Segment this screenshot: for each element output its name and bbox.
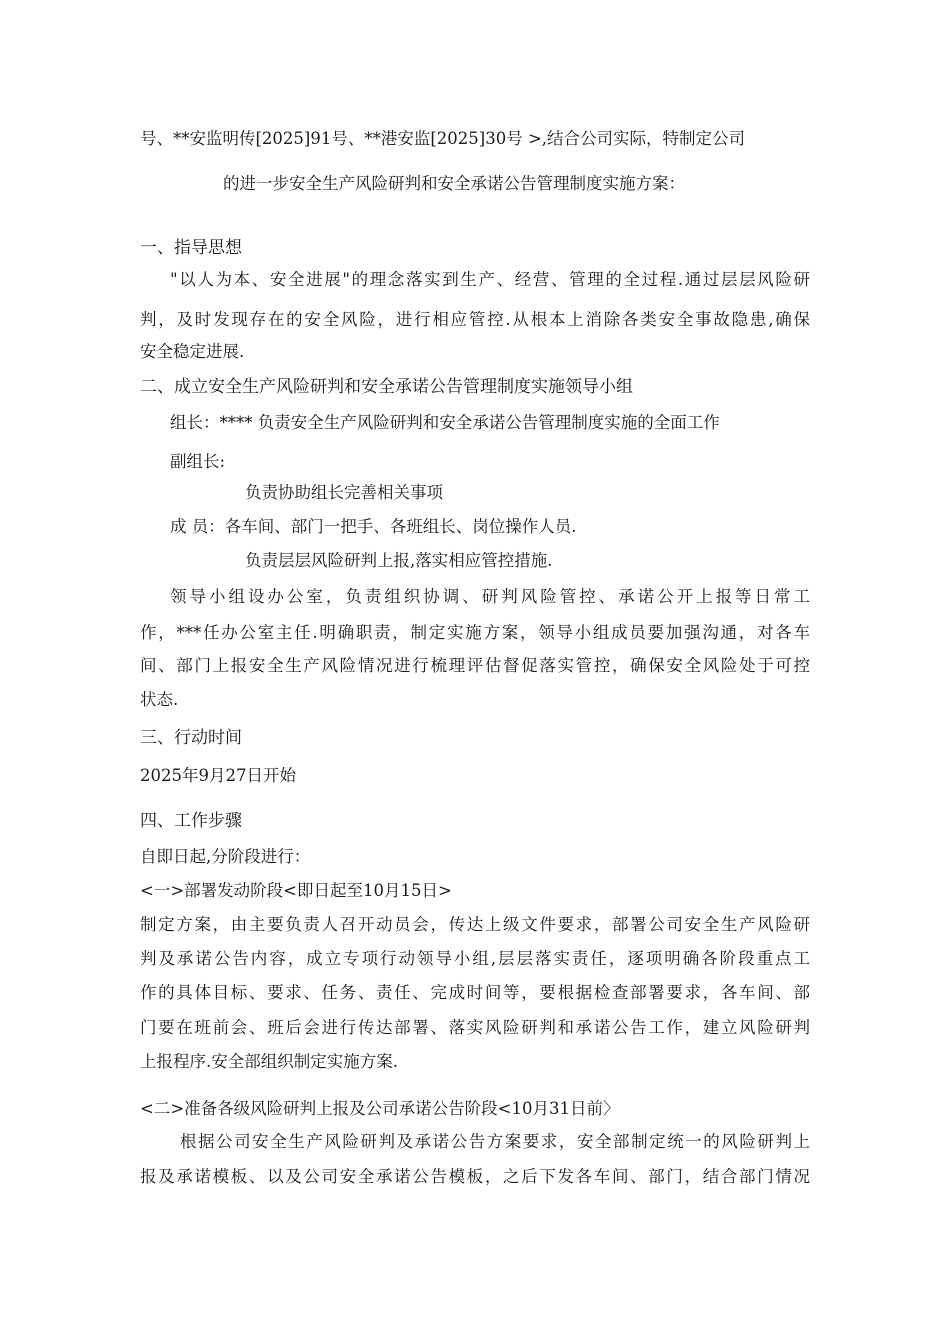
paragraph-line: 自即日起,分阶段进行：	[140, 847, 311, 866]
intro-line-1: 号、**安监明传[2025]91号、**港安监[2025]30号 >,结合公司实际，特制定公司	[140, 129, 746, 148]
members-line: 成 员：各车间、部门一把手、各班组长、岗位操作人员.	[170, 517, 577, 536]
start-date: 2025年9月27日开始	[140, 766, 296, 785]
deputy-line: 副组长:	[170, 452, 226, 471]
paragraph-line: 状态.	[140, 690, 179, 709]
section-heading-3: 三、行动时间	[140, 728, 242, 748]
paragraph-line: 作，***任办公室主任.明确职责，制定实施方案，领导小组成员要加强沟通，对各车	[140, 623, 810, 642]
section-heading-1: 一、指导思想	[140, 238, 242, 258]
paragraph-line: 根据公司安全生产风险研判及承诺公告方案要求，安全部制定统一的风险研判上	[180, 1132, 810, 1151]
paragraph-line: 判，及时发现存在的安全风险，进行相应管控.从根本上消除各类安全事故隐患,确保	[140, 310, 810, 329]
paragraph-line: "以人为本、安全进展"的理念落实到生产、经营、管理的全过程.通过层层风险研	[170, 270, 810, 289]
paragraph-line: 安全稳定进展.	[140, 342, 245, 361]
section-heading-4: 四、工作步骤	[140, 811, 242, 831]
paragraph-line: 间、部门上报安全生产风险情况进行梳理评估督促落实管控，确保安全风险处于可控	[140, 656, 810, 675]
section-heading-2: 二、成立安全生产风险研判和安全承诺公告管理制度实施领导小组	[140, 377, 633, 397]
stage-heading-2: <二>准备各级风险研判上报及公司承诺公告阶段<10月31日前〉	[140, 1099, 620, 1118]
stage-heading-1: <一>部署发动阶段<即日起至10月15日>	[140, 881, 452, 900]
paragraph-line: 作的具体目标、要求、任务、责任、完成时间等，要根据检查部署要求，各车间、部	[140, 983, 810, 1002]
deputy-duty-line: 负责协助组长完善相关事项	[245, 483, 443, 502]
paragraph-line: 门要在班前会、班后会进行传达部署、落实风险研判和承诺公告工作，建立风险研判	[140, 1018, 810, 1037]
members-duty-line: 负责层层风险研判上报,落实相应管控措施.	[245, 551, 553, 570]
paragraph-line: 判及承诺公告内容，成立专项行动领导小组,层层落实责任，逐项明确各阶段重点工	[140, 949, 810, 968]
paragraph-line: 领导小组设办公室，负责组织协调、研判风险管控、承诺公开上报等日常工	[170, 587, 810, 606]
paragraph-line: 上报程序.安全部组织制定实施方案.	[140, 1052, 398, 1071]
paragraph-line: 报及承诺模板、以及公司安全承诺公告模板，之后下发各车间、部门，结合部门情况	[140, 1167, 810, 1186]
leader-line: 组长：**** 负责安全生产风险研判和安全承诺公告管理制度实施的全面工作	[170, 413, 720, 432]
paragraph-line: 制定方案，由主要负责人召开动员会，传达上级文件要求，部署公司安全生产风险研	[140, 915, 810, 934]
intro-line-2: 的进一步安全生产风险研判和安全承诺公告管理制度实施方案：	[223, 174, 685, 193]
